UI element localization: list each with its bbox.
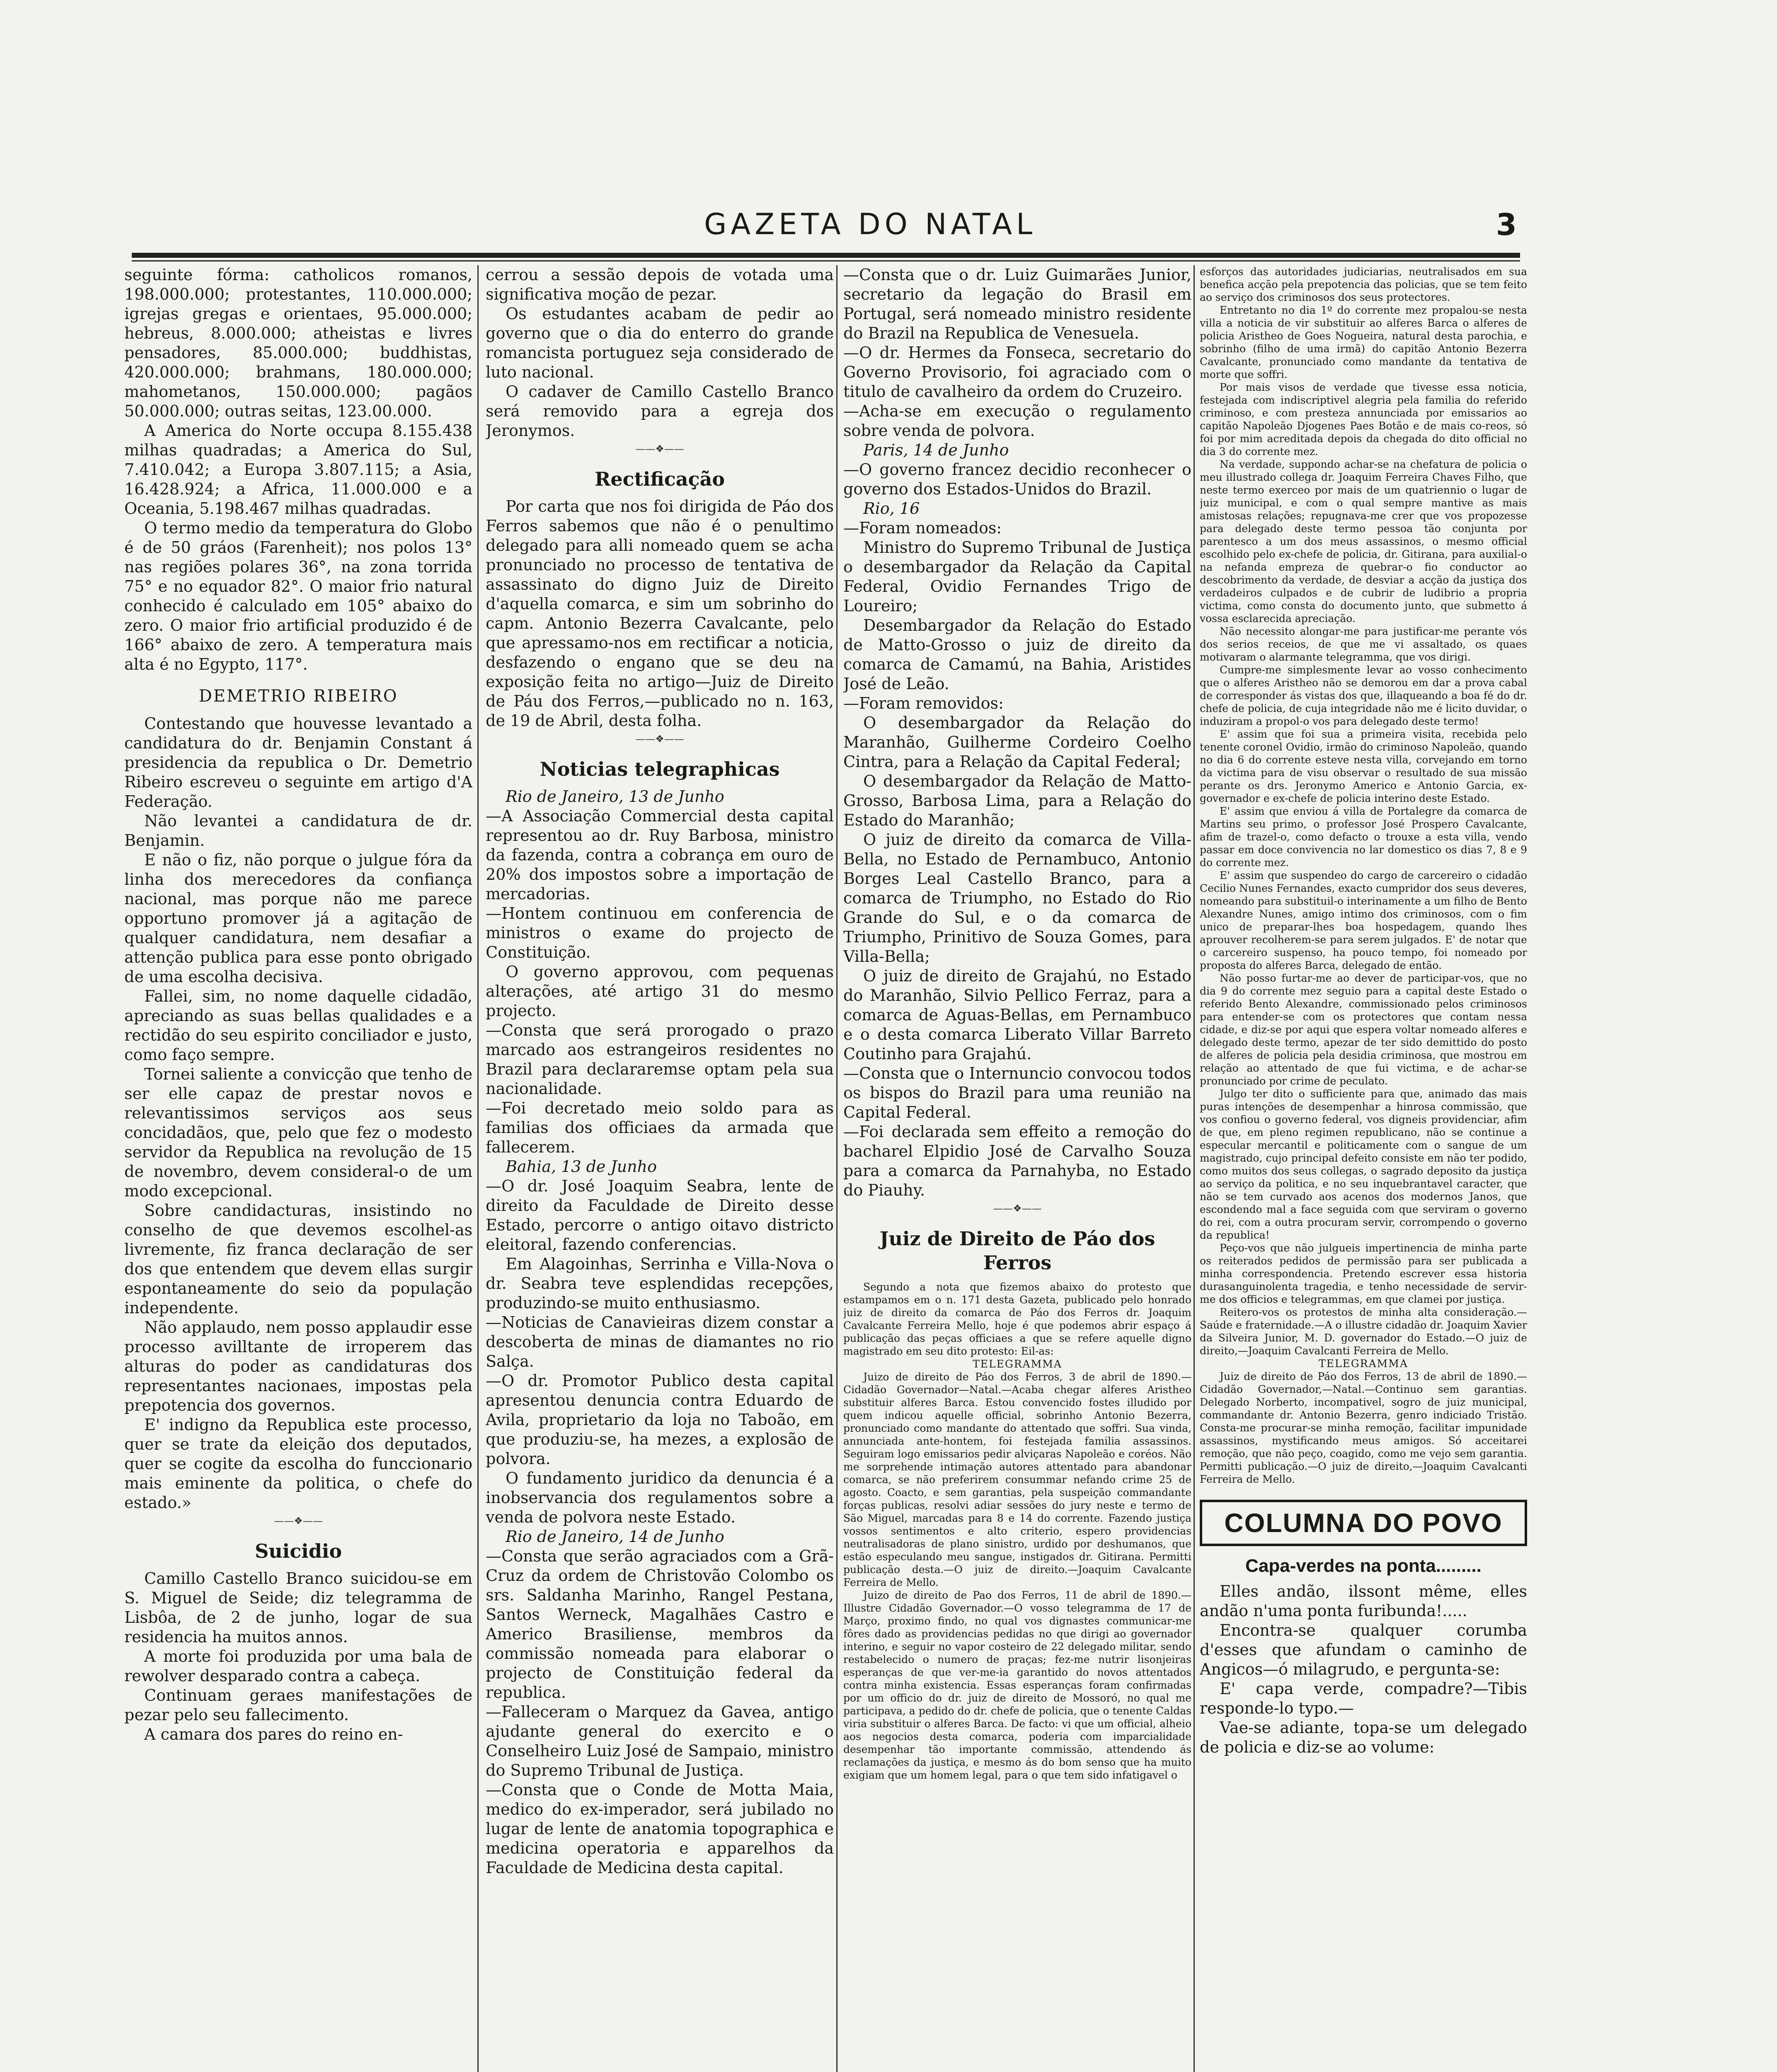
dateline: Rio de Janeiro, 14 de Junho	[506, 1527, 724, 1546]
paragraph: O desembargador da Relação do Maranhão, Guilherme Cordeiro Coelho Cintra, para a Relação da Capital Federal;	[843, 714, 1191, 771]
paragraph: Não necessito alongar-me para justificar-me perante vós dos serios receios, de que me vi assaltado, os quaes motivaram o alarmante telegramma, que vos dirigi.	[1200, 625, 1527, 663]
newspaper-title: GAZETA DO NATAL	[704, 207, 1037, 241]
paragraph: —Consta que o Conde de Motta Maia, medico do ex-imperador, será jubilado no lugar de lente de anatomia topographica e medicina operatoria e apparelhos da Faculdade de Medicina desta capital.	[486, 1781, 834, 1877]
paragraph: A America do Norte occupa 8.155.438 milhas quadradas; a America do Sul, 7.410.042; a Europa 3.807.115; a Asia, 16.428.924; a Africa, 11.000.000 e a Oceania, 5.198.467 milhas quadradas.	[124, 421, 472, 518]
header-rule	[132, 253, 1520, 258]
paragraph: —Consta que será prorogado o prazo marcado aos estrangeiros residentes no Brazil para declararemse optam pela sua nacionalidade.	[486, 1021, 834, 1098]
paragraph: Reitero-vos os protestos de minha alta consideração.—Saúde e fraternidade.—A o illustre cidadão dr. Joaquim Xavier da Silveira Junior, M. D. governador do Estado.—O juiz de direito,—Joaquim Cavalcanti Ferreira de Mello.	[1200, 1306, 1527, 1357]
paragraph: O juiz de direito da comarca de Villa-Bella, no Estado de Pernambuco, Antonio Borges Leal Castello Branco, para a comarca de Triumpho, no Estado do Rio Grande do Sul, e o da comarca de Triumpho, Prinitivo de Souza Gomes, para Villa-Bella;	[843, 830, 1191, 966]
section-title-noticias: Noticias telegraphicas	[540, 758, 780, 780]
paragraph: —Noticias de Canavieiras dizem constar a descoberta de minas de diamantes no rio Salça.	[486, 1313, 834, 1370]
paragraph: Por mais visos de verdade que tivesse essa noticia, festejada com indiscriptivel alegria pela familia do referido criminoso, e com presteza annunciada por emissarios ao capitão Napoleão Djogenes Paes Botão e de mais co-reos, só foi por mim acreditada depois da chegada do dito official no dia 3 do corrente mez.	[1200, 381, 1527, 457]
paragraph: Juizo de direito de Páo dos Ferros, 3 de abril de 1890.—Cidadão Governador—Natal.—Acaba chegar alferes Aristheo substituir alferes Barca. Estou convencido fostes illudido por quem indicou aquelle official, sobrinho Antonio Bezerra, pronunciado como mandante do attentado que soffri. Sua vinda, annunciada ante-hontem, foi festejada familia assassinos. Seguiram logo emissarios pedir alviçaras Napoleão e coréos. Não me sorprehende intimação autores attentado para abandonar comarca, se não preferirem consummar nefando crime 25 de agosto. Coacto, e sem garantias, pela suspeição commandante forças publicas, resolvi adiar sessões do jury neste e termo de São Miguel, marcadas para 8 e 14 do corrente. Fazendo justiça vossos sentimentos e alto criterio, espero providencias neutralisadoras de plano sinistro, urdido por deshumanos, que estão especulando meu sangue, instigados dr. Gitirana. Permitti publicação desta.—O juiz de direito.—Joaquim Cavalcante Ferreira de Mello.	[843, 1371, 1191, 1588]
paragraph: —Foi decretado meio soldo para as familias dos officiaes da armada que fallecerem.	[486, 1099, 834, 1156]
paragraph: cerrou a sessão depois de votada uma significativa moção de pezar.	[486, 266, 834, 303]
ornament-divider: ——❖——	[635, 733, 684, 745]
paragraph: esforços das autoridades judiciarias, neutralisados em sua benefica acção pela prepotencia das policias, que se tem feito ao serviço dos criminosos dos seus protectores.	[1200, 266, 1527, 303]
paragraph: —O dr. José Joaquim Seabra, lente de direito da Faculdade de Direito desse Estado, percorre o antigo oitavo districto eleitoral, fazendo conferencias.	[486, 1177, 834, 1254]
paragraph: E' capa verde, compadre?—Tibis responde-lo typo.—	[1200, 1680, 1527, 1717]
columna-do-povo-banner: COLUMNA DO POVO	[1200, 1500, 1527, 1546]
column-4	[1200, 265, 1527, 2072]
paragraph: —O dr. Promotor Publico desta capital apresentou denuncia contra Eduardo de Avila, proprietario da loja no Taboão, em que produziu-se, ha mezes, a explosão de polvora.	[486, 1372, 834, 1468]
paragraph: O governo approvou, com pequenas alterações, até artigo 31 do mesmo projecto.	[486, 963, 834, 1020]
ornament-divider: ——❖——	[274, 1515, 323, 1527]
paragraph: Juizo de direito de Pao dos Ferros, 11 de abril de 1890.—Illustre Cidadão Governador.—O vosso telegramma de 17 de Março, proximo findo, no qual vos dignastes communicar-me fôres dado as providencias pedidas no que dirigi ao governador interino, e seguir no vapor costeiro de 22 delegado militar, sendo restabelecido o numero de praças; fez-me nutrir lisonjeiras esperanças de que ver-me-ia garantido do novos attentados contra minha existencia. Essas esperanças foram confirmadas por um officio do dr. juiz de direito de Mossoró, no qual me participava, a pedido do dr. chefe de policia, que o tenente Caldas viria substituir o alferes Barca. De facto: vi que um official, alheio aos negocios desta comarca, poderia com imparcialidade desempenhar tão importante commissão, attendendo ás reclamações da justiça, e mesmo ás do bom senso que ha muito exigiam que um homem legal, para o que tem sido infatigavel o	[843, 1589, 1191, 1781]
paragraph: Ministro do Supremo Tribunal de Justiça o desembargador da Relação da Capital Federal, Ovidio Fernandes Trigo de Loureiro;	[843, 538, 1191, 615]
column-divider	[836, 265, 838, 2072]
paragraph: —A Associação Commercial desta capital representou ao dr. Ruy Barbosa, ministro da fazenda, contra a cobrança em ouro de 20% dos impostos sobre a importação de mercadorias.	[486, 807, 834, 903]
page-number: 3	[1496, 207, 1517, 242]
paragraph: seguinte fórma: catholicos romanos, 198.000.000; protestantes, 110.000.000; igrejas gregas e orientaes, 95.000.000; hebreus, 8.000.000; atheistas e livres pensadores, 85.000.000; buddhistas, 420.000.000; brahmans, 180.000.000; mahometanos, 150.000.000; pagãos 50.000.000; outras seitas, 123.00.000.	[124, 266, 472, 420]
section-title-suicidio: Suicidio	[255, 1540, 342, 1562]
paragraph: Desembargador da Relação do Estado de Matto-Grosso o juiz de direito da comarca de Camamú, na Bahia, Aristides José de Leão.	[843, 616, 1191, 693]
paragraph: Na verdade, suppondo achar-se na chefatura de policia o meu illustrado collega dr. Joaquim Ferreira Chaves Filho, que neste termo exerceo por mais de um quatriennio o lugar de juiz municipal, e com o qual sempre mantive as mais amistosas relações; repugnava-me crer que vos propozesse para delegado deste termo pessoa tão conjunta por parentesco a um dos meus assassinos, o mesmo official escolhido pelo ex-chefe de policia, dr. Gitirana, para auxilial-o na nefanda empreza de quebrar-o fio conductor ao descobrimento da verdade, de desviar a acção da justiça dos verdadeiros culpados e de cubrir de ludibrio a propria victima, como consta do documento junto, que submetto á vossa esclarecida apreciação.	[1200, 458, 1527, 625]
paragraph: A morte foi produzida por uma bala de rewolver desparado contra a cabeça.	[124, 1647, 472, 1685]
column-divider	[1194, 265, 1195, 2072]
dateline: Bahia, 13 de Junho	[506, 1157, 657, 1176]
ornament-divider: ——❖——	[993, 1203, 1042, 1214]
paragraph: E' assim que foi sua a primeira visita, recebida pelo tenente coronel Ovidio, irmão do criminoso Napoleão, quando no dia 6 do corrente esteve nesta villa, corvejando em torno da victima para de visu observar o resultado de sua missão perante os drs. Jeronymo Americo e Antonio Garcia, ex-governador e ex-chefe de policia interino deste Estado.	[1200, 728, 1527, 804]
paragraph: Cumpre-me simplesmente levar ao vosso conhecimento que o alferes Aristheo não se demorou em dar a prova cabal de corresponder ás vistas dos que, illaqueando a boa fé do dr. chefe de policia, de cuja integridade não me é licito duvidar, o induziram a propol-o vos para delegado deste termo!	[1200, 664, 1527, 727]
paragraph: Tornei saliente a convicção que tenho de ser elle capaz de prestar novos e relevantissimos serviços aos seus concidadãos, que, pelo que fez o modesto servidor da Republica na revolução de 15 de novembro, devem consideral-o de um modo excepcional.	[124, 1065, 472, 1200]
paragraph: Contestando que houvesse levantado a candidatura do dr. Benjamin Constant á presidencia da republica o Dr. Demetrio Ribeiro escreveu o seguinte em artigo d'A Federação.	[124, 714, 472, 811]
paragraph: Fallei, sim, no nome daquelle cidadão, apreciando as suas bellas qualidades e a rectidão do seu espirito conciliador e justo, como faço sempre.	[124, 987, 472, 1064]
paragraph: —Consta que serão agraciados com a Grã-Cruz da ordem de Christovão Colombo os srs. Saldanha Marinho, Rangel Pestana, Santos Werneck, Magalhães Castro e Americo Brasiliense, membros da commissão nomeada para elaborar o projecto de Constituição federal da republica.	[486, 1547, 834, 1702]
dateline: Rio de Janeiro, 13 de Junho	[506, 787, 724, 806]
paragraph: E não o fiz, não porque o julgue fóra da linha dos merecedores da confiança nacional, mas porque não me parece opportuno promover já a agitação de qualquer candidatura, nem desafiar a attenção publica para esse ponto obrigado de uma escolha decisiva.	[124, 851, 472, 986]
paragraph: Continuam geraes manifestações de pezar pelo seu fallecimento.	[124, 1686, 472, 1724]
paragraph: O desembargador da Relação de Matto-Grosso, Barbosa Lima, para a Relação do Estado do Maranhão;	[843, 772, 1191, 829]
paragraph: O cadaver de Camillo Castello Branco será removido para a egreja dos Jeronymos.	[486, 382, 834, 440]
paragraph: Vae-se adiante, topa-se um delegado de policia e diz-se ao volume:	[1200, 1719, 1527, 1756]
dateline: Paris, 14 de Junho	[863, 441, 1009, 459]
telegram-label: TELEGRAMMA	[1319, 1358, 1408, 1370]
paragraph: —Consta que o Internuncio convocou todos os bispos do Brazil para uma reunião na Capital Federal.	[843, 1064, 1191, 1121]
paragraph: Em Alagoinhas, Serrinha e Villa-Nova o dr. Seabra teve esplendidas recepções, produzindo-se muito enthusiasmo.	[486, 1255, 834, 1312]
paragraph: —Acha-se em execução o regulamento sobre venda de polvora.	[843, 402, 1191, 440]
paragraph: Não posso furtar-me ao dever de participar-vos, que no dia 9 do corrente mez seguio para a capital deste Estado o referido Bento Alexandre, commissionado pelos criminosos para entender-se com os protectores que contam nessa cidade, e diz-se por aqui que espera voltar nomeado alferes e delegado deste termo, apezar de ter sido demittido do posto de alferes de policia pela desidia criminosa, que mostrou em relação ao attentado de que fui victima, e de achar-se pronunciado por crime de peculato.	[1200, 972, 1527, 1087]
column-3	[843, 265, 1191, 2072]
paragraph: Encontra-se qualquer corumba d'esses que afundam o caminho de Angicos—ó milagrudo, e pergunta-se:	[1200, 1621, 1527, 1678]
paragraph: O juiz de direito de Grajahú, no Estado do Maranhão, Silvio Pellico Ferraz, para a comarca de Aguas-Bellas, em Pernambuco e o desta comarca Liberato Villar Barreto Coutinho para Grajahú.	[843, 967, 1191, 1063]
header-rule-thin	[132, 260, 1520, 261]
paragraph: O fundamento juridico da denuncia é a inobservancia dos regulamentos sobre a venda de polvora neste Estado.	[486, 1469, 834, 1526]
paragraph: —Falleceram o Marquez da Gavea, antigo ajudante general do exercito e o Conselheiro Luiz José de Sampaio, ministro do Supremo Tribunal de Justiça.	[486, 1703, 834, 1779]
paragraph: Não applaudo, nem posso applaudir esse processo avilltante de irroperem das alturas do poder as candidaturas dos representantes nacionaes, impostas pela prepotencia dos governos.	[124, 1318, 472, 1414]
paragraph: A camara dos pares do reino en-	[144, 1725, 403, 1743]
paragraph: Os estudantes acabam de pedir ao governo que o dia do enterro do grande romancista portuguez seja considerado de luto nacional.	[486, 305, 834, 381]
paragraph: Camillo Castello Branco suicidou-se em S. Miguel de Seide; diz telegramma de Lisbôa, de 2 de junho, logar de sua residencia ha muitos annos.	[124, 1569, 472, 1646]
paragraph: —Consta que o dr. Luiz Guimarães Junior, secretario da legação do Brasil em Portugal, será nomeado ministro residente do Brazil na Republica de Venesuela.	[843, 266, 1191, 342]
section-title-capa-verdes: Capa-verdes na ponta.........	[1245, 1556, 1482, 1576]
paragraph: Juiz de direito de Páo dos Ferros, 13 de abril de 1890.—Cidadão Governador,—Natal.—Continuo sem garantias. Delegado Norberto, incompativel, sogro de juiz municipal, commandante dr. Antonio Bezerra, genro indiciado Tristão. Consta-me procurar-se minha remoção, facilitar impunidade assassinos, mystificando meus amigos. Só acceitarei remoção, que não peço, coagido, como me vejo sem garantia. Permitti publicação.—O juiz de direito,—Joaquim Cavalcanti Ferreira de Mello.	[1200, 1370, 1527, 1485]
paragraph: Peço-vos que não julgueis impertinencia de minha parte os reiterados pedidos de permissão para ser publicada a minha correspondencia. Pretendo escrever essa historia durasanguinolenta tragedia, e tenho necessidade de servir-me dos officios e telegrammas, em que clamei por justiça.	[1200, 1242, 1527, 1305]
column-divider	[477, 265, 479, 2072]
paragraph: O termo medio da temperatura do Globo é de 50 gráos (Farenheit); nos polos 13° nas regiões polares 36°, na zona torrida 75° e no equador 82°. O maior frio natural conhecido é calculado em 105° abaixo do zero. O maior frio artificial produzido é de 166° abaixo de zero. A temperatura mais alta é no Egypto, 117°.	[124, 519, 472, 673]
paragraph: —Foi declarada sem effeito a remoção do bacharel Elpidio José de Carvalho Souza para a comarca da Parnahyba, no Estado do Piauhy.	[843, 1123, 1191, 1199]
paragraph: —Hontem continuou em conferencia de ministros o exame do projecto de Constituição.	[486, 904, 834, 961]
paragraph: —Foram removidos:	[843, 694, 1004, 712]
section-title-rectificacao: Rectificação	[595, 468, 725, 490]
paragraph: Entretanto no dia 1º do corrente mez propalou-se nesta villa a noticia de vir substituir ao alferes Barca o alferes de policia Aristheo de Goes Nogueira, natural desta parochia, e sobrinho (filho de uma irmã) do capitão Antonio Bezerra Cavalcante, pronunciado como mandante da tentativa de morte que soffri.	[1200, 304, 1527, 380]
paragraph: Elles andão, ilssont même, elles andão n'uma ponta furibunda!.....	[1200, 1582, 1527, 1620]
column-1	[124, 265, 472, 2072]
paragraph: —Foram nomeados:	[843, 519, 1002, 537]
paragraph: E' assim que enviou á villa de Portalegre da comarca de Martins seu primo, o professor José Prospero Cavalcante, afim de trazel-o, como defacto o trouxe a esta villa, vendo passar em doce convivencia no lar domestico os dias 7, 8 e 9 do corrente mez.	[1200, 805, 1527, 869]
ornament-divider: ——❖——	[635, 443, 684, 455]
paragraph: Sobre candidacturas, insistindo no conselho de que devemos escolhel-as livremente, fiz franca declaração de ser dos que entendem que devem ellas surgir espontaneamente do seio da população independente.	[124, 1201, 472, 1317]
paragraph: Por carta que nos foi dirigida de Páo dos Ferros sabemos que não é o penultimo delegado para alli nomeado quem se acha pronunciado no processo de tentativa de assassinato do digno Juiz de Direito d'aquella comarca, e sim um sobrinho do capm. Antonio Bezerra Cavalcante, pelo que apressamo-nos em rectificar a noticia, desfazendo o engano que se deu na exposição feita no artigo—Juiz de Direito de Páu dos Ferros,—publicado no n. 163, de 19 de Abril, desta folha.	[486, 497, 834, 730]
paragraph: —O governo francez decidio reconhecer o governo dos Estados-Unidos do Brazil.	[843, 460, 1191, 498]
paragraph: Julgo ter dito o sufficiente para que, animado das mais puras intenções de desempenhar a hinrosa commissão, que vos confiou o governo federal, vos digneis providenciar, afim de que, em pleno regimen republicano, não se continue a especular mercantil e politicamente com o sangue de um magistrado, cujo principal defeito consiste em não ter podido, como muitos dos seus collegas, o sagrado deposito da justiça ao serviço da politica, e no seu inquebrantavel caracter, que não se tem curvado aos acenos dos modernos Janos, que escondendo mal a face seguida com que serviram o governo do rei, com a outra procuram servir, corrompendo o governo da republica!	[1200, 1088, 1527, 1241]
paragraph: E' indigno da Republica este processo, quer se trate da eleição dos deputados, quer se cogite da escolha do funccionario mais eminente da politica, o chefe do estado.»	[124, 1416, 472, 1512]
paragraph: E' assim que suspendeo do cargo de carcereiro o cidadão Cecilio Nunes Fernandes, exacto cumpridor dos seus deveres, nomeando para substituil-o interinamente a um filho de Bento Alexandre Nunes, amigo intimo dos criminosos, com o fim unico de preparar-lhes boa hospedagem, quando lhes aprouver recolherem-se para serem julgados. E' de notar que o carcereiro suspenso, ha pouco tempo, foi nomeado por proposta do alferes Barca, delegado de então.	[1200, 869, 1527, 971]
column-2	[486, 265, 834, 2072]
paragraph: Não levantei a candidatura de dr. Benjamin.	[124, 812, 472, 850]
section-title-demetrio: DEMETRIO RIBEIRO	[199, 687, 398, 706]
masthead	[124, 207, 1517, 253]
paragraph: —O dr. Hermes da Fonseca, secretario do Governo Provisorio, foi agraciado com o titulo de cavalheiro da ordem do Cruzeiro.	[843, 344, 1191, 401]
section-title-juiz: Juiz de Direito de Páo dos Ferros	[879, 1227, 1155, 1274]
telegram-label: TELEGRAMMA	[973, 1358, 1062, 1370]
dateline: Rio, 16	[863, 499, 920, 518]
paragraph: Segundo a nota que fizemos abaixo do protesto que estampamos em o n. 171 desta Gazeta, publicado pelo honrado juiz de direito da comarca de Páo dos Ferros dr. Joaquim Cavalcante Ferreira Mello, hoje é que podemos abrir espaço á publicação das peças officiaes a que se refere aquelle digno magistrado em seu dito protesto: Eil-as:	[843, 1281, 1191, 1357]
